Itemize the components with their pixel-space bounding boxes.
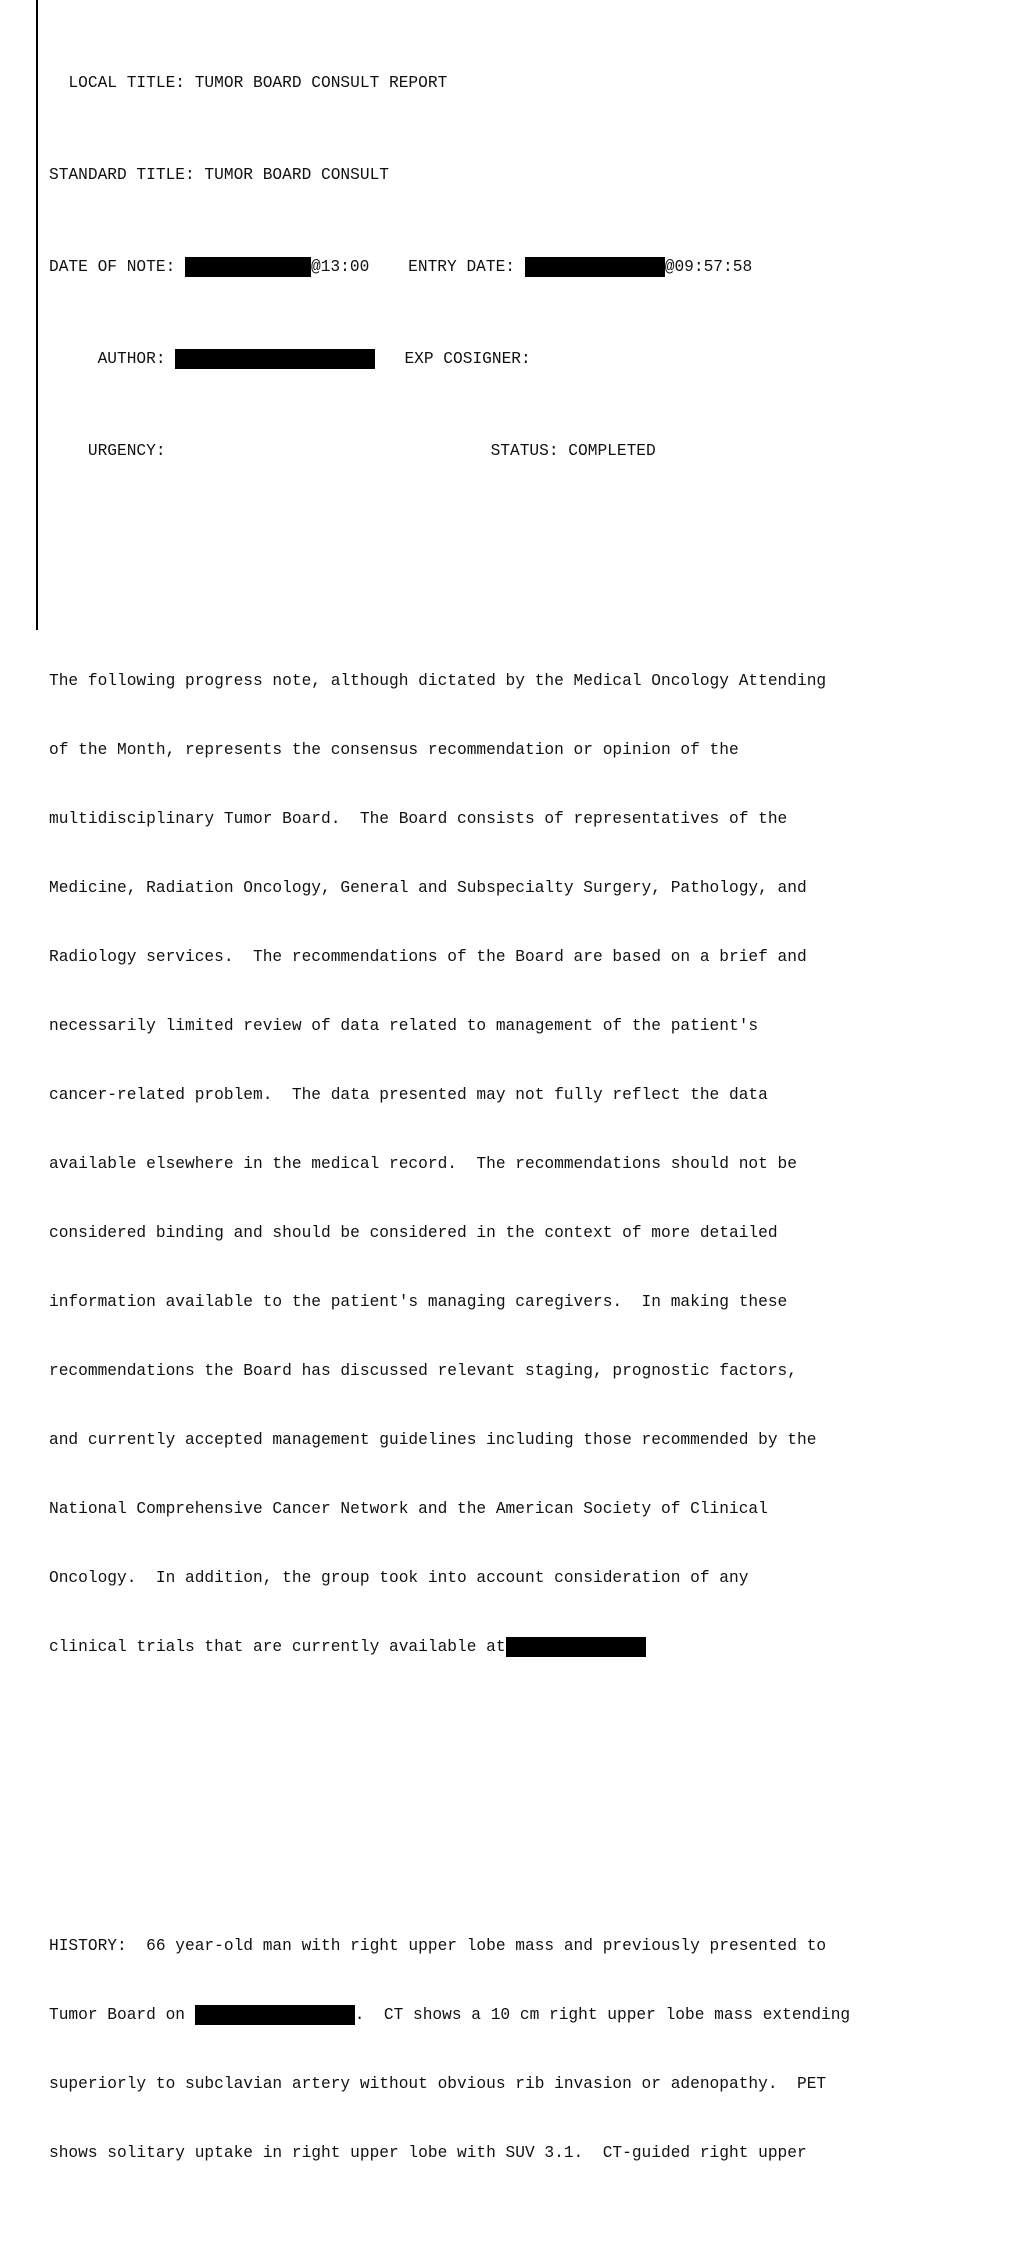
- date-of-note-time: @13:00: [311, 258, 370, 276]
- history-section: [49, 1889, 1019, 2211]
- redacted-institution: [506, 1637, 646, 1657]
- disclaimer-line: Radiology services. The recommendations of the Board are based on a brief and: [49, 948, 807, 966]
- disclaimer-line: and currently accepted management guidelines including those recommended by the: [49, 1431, 817, 1449]
- redacted-entry-date: [525, 257, 665, 277]
- disclaimer-line: necessarily limited review of data related to management of the patient's: [49, 1017, 759, 1035]
- disclaimer-line: considered binding and should be considered in the context of more detailed: [49, 1224, 778, 1242]
- history-line2-suffix: . CT shows a 10 cm right upper lobe mass extending: [354, 2006, 851, 2024]
- disclaimer-line: information available to the patient's managing caregivers. In making these: [49, 1293, 788, 1311]
- standard-title-text: STANDARD TITLE: TUMOR BOARD CONSULT: [49, 166, 389, 184]
- disclaimer-line: Medicine, Radiation Oncology, General and Subspecialty Surgery, Pathology, and: [49, 879, 807, 897]
- page-left-border: [36, 0, 38, 630]
- standard-title-line: [49, 164, 1019, 187]
- disclaimer-paragraph: [49, 624, 1019, 1705]
- history-line: shows solitary uptake in right upper lobe with SUV 3.1. CT-guided right upper: [49, 2144, 807, 2162]
- local-title-line: [49, 72, 1019, 95]
- entry-date-time: @09:57:58: [664, 258, 753, 276]
- disclaimer-line: cancer-related problem. The data presented may not fully reflect the data: [49, 1086, 768, 1104]
- consult-report-document: [49, 3, 1019, 2257]
- disclaimer-line: of the Month, represents the consensus recommendation or opinion of the: [49, 741, 739, 759]
- author-label: AUTHOR:: [49, 350, 176, 368]
- disclaimer-last-line: [49, 1636, 1019, 1659]
- urgency-label: URGENCY:: [49, 442, 166, 460]
- disclaimer-line: National Comprehensive Cancer Network and the American Society of Clinical: [49, 1500, 768, 1518]
- exp-cosigner-label: EXP COSIGNER:: [375, 350, 531, 368]
- date-of-note-label: DATE OF NOTE:: [49, 258, 185, 276]
- status-label: STATUS:: [490, 442, 569, 460]
- date-entry-line: [49, 256, 1019, 279]
- disclaimer-line: available elsewhere in the medical record. The recommendations should not be: [49, 1155, 797, 1173]
- local-title-text: LOCAL TITLE: TUMOR BOARD CONSULT REPORT: [49, 74, 448, 92]
- disclaimer-line: Oncology. In addition, the group took into account consideration of any: [49, 1569, 749, 1587]
- disclaimer-line: The following progress note, although dictated by the Medical Oncology Attending: [49, 672, 827, 690]
- history-line: superiorly to subclavian artery without obvious rib invasion or adenopathy. PET: [49, 2075, 827, 2093]
- urgency-status-line: [49, 440, 1019, 463]
- redacted-board-date: [195, 2005, 355, 2025]
- redacted-author: [175, 349, 375, 369]
- history-line: [49, 2004, 1019, 2027]
- status-value: COMPLETED: [568, 442, 656, 460]
- history-line: HISTORY: 66 year-old man with right upper lobe mass and previously presented to: [49, 1937, 827, 1955]
- disclaimer-line: multidisciplinary Tumor Board. The Board consists of representatives of the: [49, 810, 788, 828]
- author-line: [49, 348, 1019, 371]
- history-line2-prefix: Tumor Board on: [49, 2006, 195, 2024]
- disclaimer-line: recommendations the Board has discussed relevant staging, prognostic factors,: [49, 1362, 797, 1380]
- disclaimer-last-text: clinical trials that are currently available at: [49, 1638, 506, 1656]
- redacted-date-of-note: [185, 257, 311, 277]
- entry-date-label: ENTRY DATE:: [369, 258, 525, 276]
